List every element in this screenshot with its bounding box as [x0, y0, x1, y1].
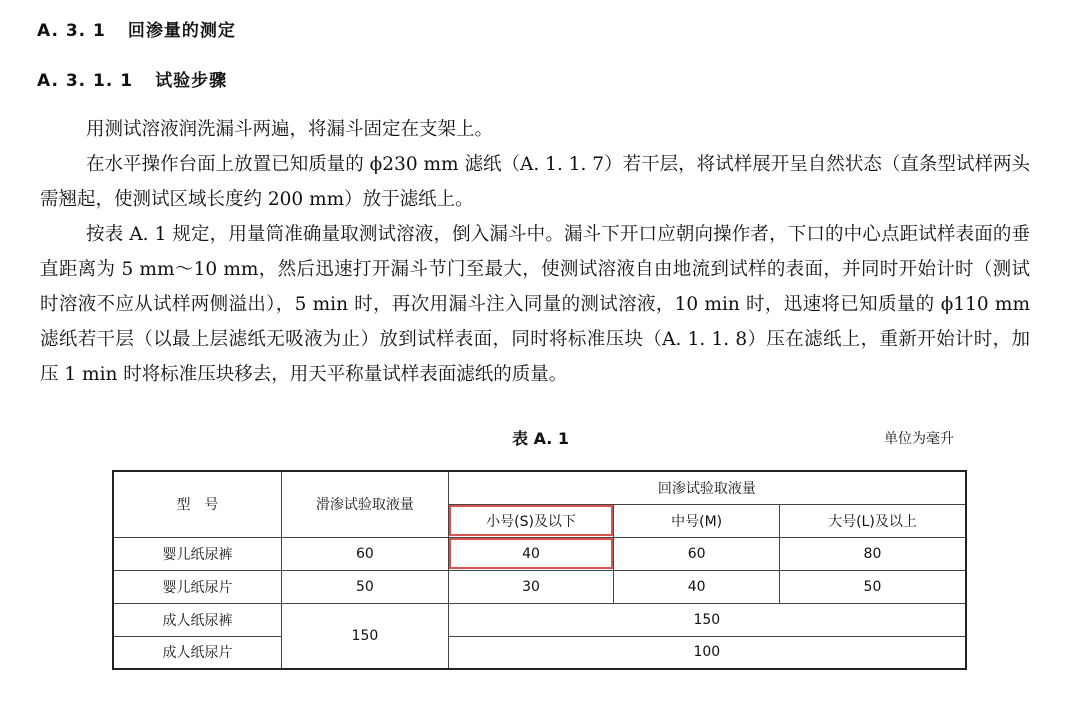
cell-large: 50: [779, 570, 966, 603]
header-slip-volume: 滑渗试验取液量: [282, 471, 449, 537]
liquid-volume-table: [112, 470, 967, 670]
cell-rewet-merged: 100: [448, 636, 966, 669]
cell-medium: 60: [614, 537, 780, 570]
table-row: [113, 636, 966, 669]
subsection-number: A. 3. 1. 1: [37, 71, 134, 91]
cell-slip: 60: [282, 537, 449, 570]
section-number: A. 3. 1: [37, 21, 106, 41]
header-size-medium: 中号(M): [614, 504, 780, 537]
cell-slip-merged: 150: [282, 603, 449, 669]
cell-small: 30: [448, 570, 614, 603]
table-header-row: [113, 471, 966, 504]
subsection-title: 试验步骤: [155, 71, 228, 91]
section-heading-a-3-1: [37, 16, 236, 41]
header-rewet-volume: 回渗试验取液量: [448, 471, 966, 504]
section-title: 回渗量的测定: [127, 21, 236, 41]
row-label: 成人纸尿裤: [113, 603, 282, 636]
paragraph-1: 用测试溶液润洗漏斗两遍，将漏斗固定在支架上。: [86, 119, 494, 140]
header-model: 型 号: [113, 471, 282, 537]
paragraph-3: 按表 A. 1 规定，用量筒准确量取测试溶液，倒入漏斗中。漏斗下开口应朝向操作者，下口的中心点距试样表面的垂直距离为 5 mm～10 mm，然后迅速打开漏斗节门至最大，使测试溶液自由地流到试样的表面，并同时开始计时（测试时溶液不应从试样两侧溢出），5 min 时，再次用漏斗注入同量的测试溶液，10 min 时，迅速将已知质量的 ϕ110 mm 滤纸若干层（以最上层滤纸无吸液为止）放到试样表面，同时将标准压块（A. 1. 1. 8）压在滤纸上，重新开始计时，加压 1 min 时将标准压块移去，用天平称量试样表面滤纸的质量。: [40, 224, 1030, 385]
cell-slip: 50: [282, 570, 449, 603]
table-unit: 单位为毫升: [884, 431, 954, 447]
row-label: 婴儿纸尿片: [113, 570, 282, 603]
subsection-heading-a-3-1-1: [37, 66, 227, 91]
table-row: [113, 537, 966, 570]
cell-large: 80: [779, 537, 966, 570]
table-caption: 表 A. 1: [512, 429, 570, 448]
paragraph-2: 在水平操作台面上放置已知质量的 ϕ230 mm 滤纸（A. 1. 1. 7）若干层，将试样展开呈自然状态（直条型试样两头需翘起，使测试区域长度约 200 mm）放于滤纸上。: [40, 154, 1030, 210]
row-label: 成人纸尿片: [113, 636, 282, 669]
header-size-large: 大号(L)及以上: [779, 504, 966, 537]
cell-rewet-merged: 150: [448, 603, 966, 636]
cell-medium: 40: [614, 570, 780, 603]
table-row: [113, 570, 966, 603]
cell-small: 40: [448, 537, 614, 570]
row-label: 婴儿纸尿裤: [113, 537, 282, 570]
table-row: [113, 603, 966, 636]
header-size-small: 小号(S)及以下: [448, 504, 614, 537]
procedure-text: [40, 112, 1030, 392]
